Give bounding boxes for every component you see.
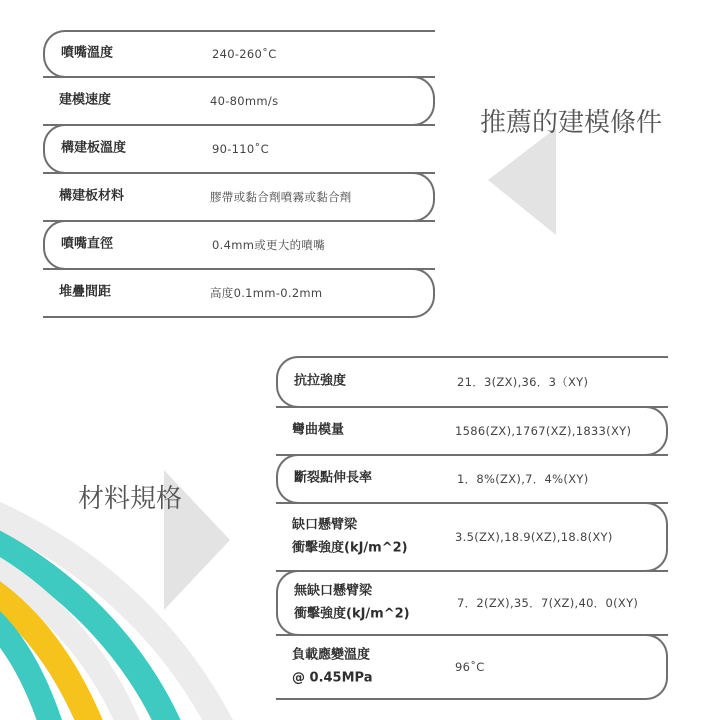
spec-label bbox=[294, 468, 372, 491]
spec-label bbox=[294, 371, 346, 394]
spec-label-line: 抗拉強度 bbox=[294, 373, 347, 389]
spec-label bbox=[294, 580, 410, 626]
spec-row bbox=[276, 454, 668, 504]
spec-label bbox=[292, 420, 344, 443]
spec-value: 1586(ZX),1767(XZ),1833(XY) bbox=[455, 424, 632, 438]
condition-label: 構建板材料 bbox=[59, 188, 125, 204]
print-condition-row bbox=[43, 220, 435, 270]
spec-row bbox=[276, 406, 668, 456]
spec-label-line: 彎曲模量 bbox=[292, 422, 345, 438]
spec-label-line: 缺口懸臂梁 bbox=[292, 517, 358, 533]
condition-value: 0.4mm或更大的噴嘴 bbox=[212, 238, 325, 252]
condition-label: 建模速度 bbox=[59, 92, 112, 108]
spec-label-line: 斷裂點伸長率 bbox=[294, 470, 373, 486]
material-specs-title: 材料規格 bbox=[78, 484, 183, 514]
condition-label: 噴嘴直徑 bbox=[61, 236, 114, 252]
condition-label: 堆疊間距 bbox=[59, 284, 112, 300]
spec-label-line: 衝擊強度(kJ/m^2) bbox=[294, 606, 410, 621]
spec-value: 96˚C bbox=[455, 660, 485, 674]
spec-value: 21．3(ZX),36．3（XY) bbox=[457, 375, 589, 389]
spec-label bbox=[292, 644, 373, 690]
spec-label bbox=[292, 514, 408, 560]
condition-value: 240-260˚C bbox=[212, 47, 277, 61]
spec-label-line: 衝擊強度(kJ/m^2) bbox=[292, 540, 408, 555]
spec-row bbox=[276, 570, 668, 636]
condition-label: 噴嘴溫度 bbox=[61, 45, 114, 61]
condition-value: 90-110˚C bbox=[212, 142, 269, 156]
condition-value: 40-80mm/s bbox=[210, 94, 279, 108]
condition-value: 膠帶或黏合劑噴霧或黏合劑 bbox=[210, 190, 352, 204]
print-condition-row bbox=[43, 172, 435, 222]
spec-row bbox=[276, 356, 668, 408]
spec-row bbox=[276, 634, 668, 700]
condition-value: 高度0.1mm-0.2mm bbox=[210, 286, 323, 300]
print-condition-row bbox=[43, 268, 435, 318]
print-condition-row bbox=[43, 30, 435, 78]
print-condition-row bbox=[43, 76, 435, 126]
spec-label-line: 無缺口懸臂梁 bbox=[294, 583, 373, 599]
spec-value: 1．8%(ZX),7．4%(XY) bbox=[457, 472, 589, 486]
arrow-shape-top bbox=[488, 128, 556, 235]
print-conditions-title: 推薦的建模條件 bbox=[480, 108, 663, 138]
condition-label: 構建板溫度 bbox=[61, 140, 127, 156]
spec-value: 7．2(ZX),35．7(XZ),40．0(XY) bbox=[457, 596, 639, 610]
print-condition-row bbox=[43, 124, 435, 174]
spec-row bbox=[276, 502, 668, 572]
spec-label-line: @ 0.45MPa bbox=[292, 670, 373, 685]
spec-value: 3.5(ZX),18.9(XZ),18.8(XY) bbox=[455, 530, 613, 544]
spec-label-line: 負載應變溫度 bbox=[292, 647, 371, 663]
